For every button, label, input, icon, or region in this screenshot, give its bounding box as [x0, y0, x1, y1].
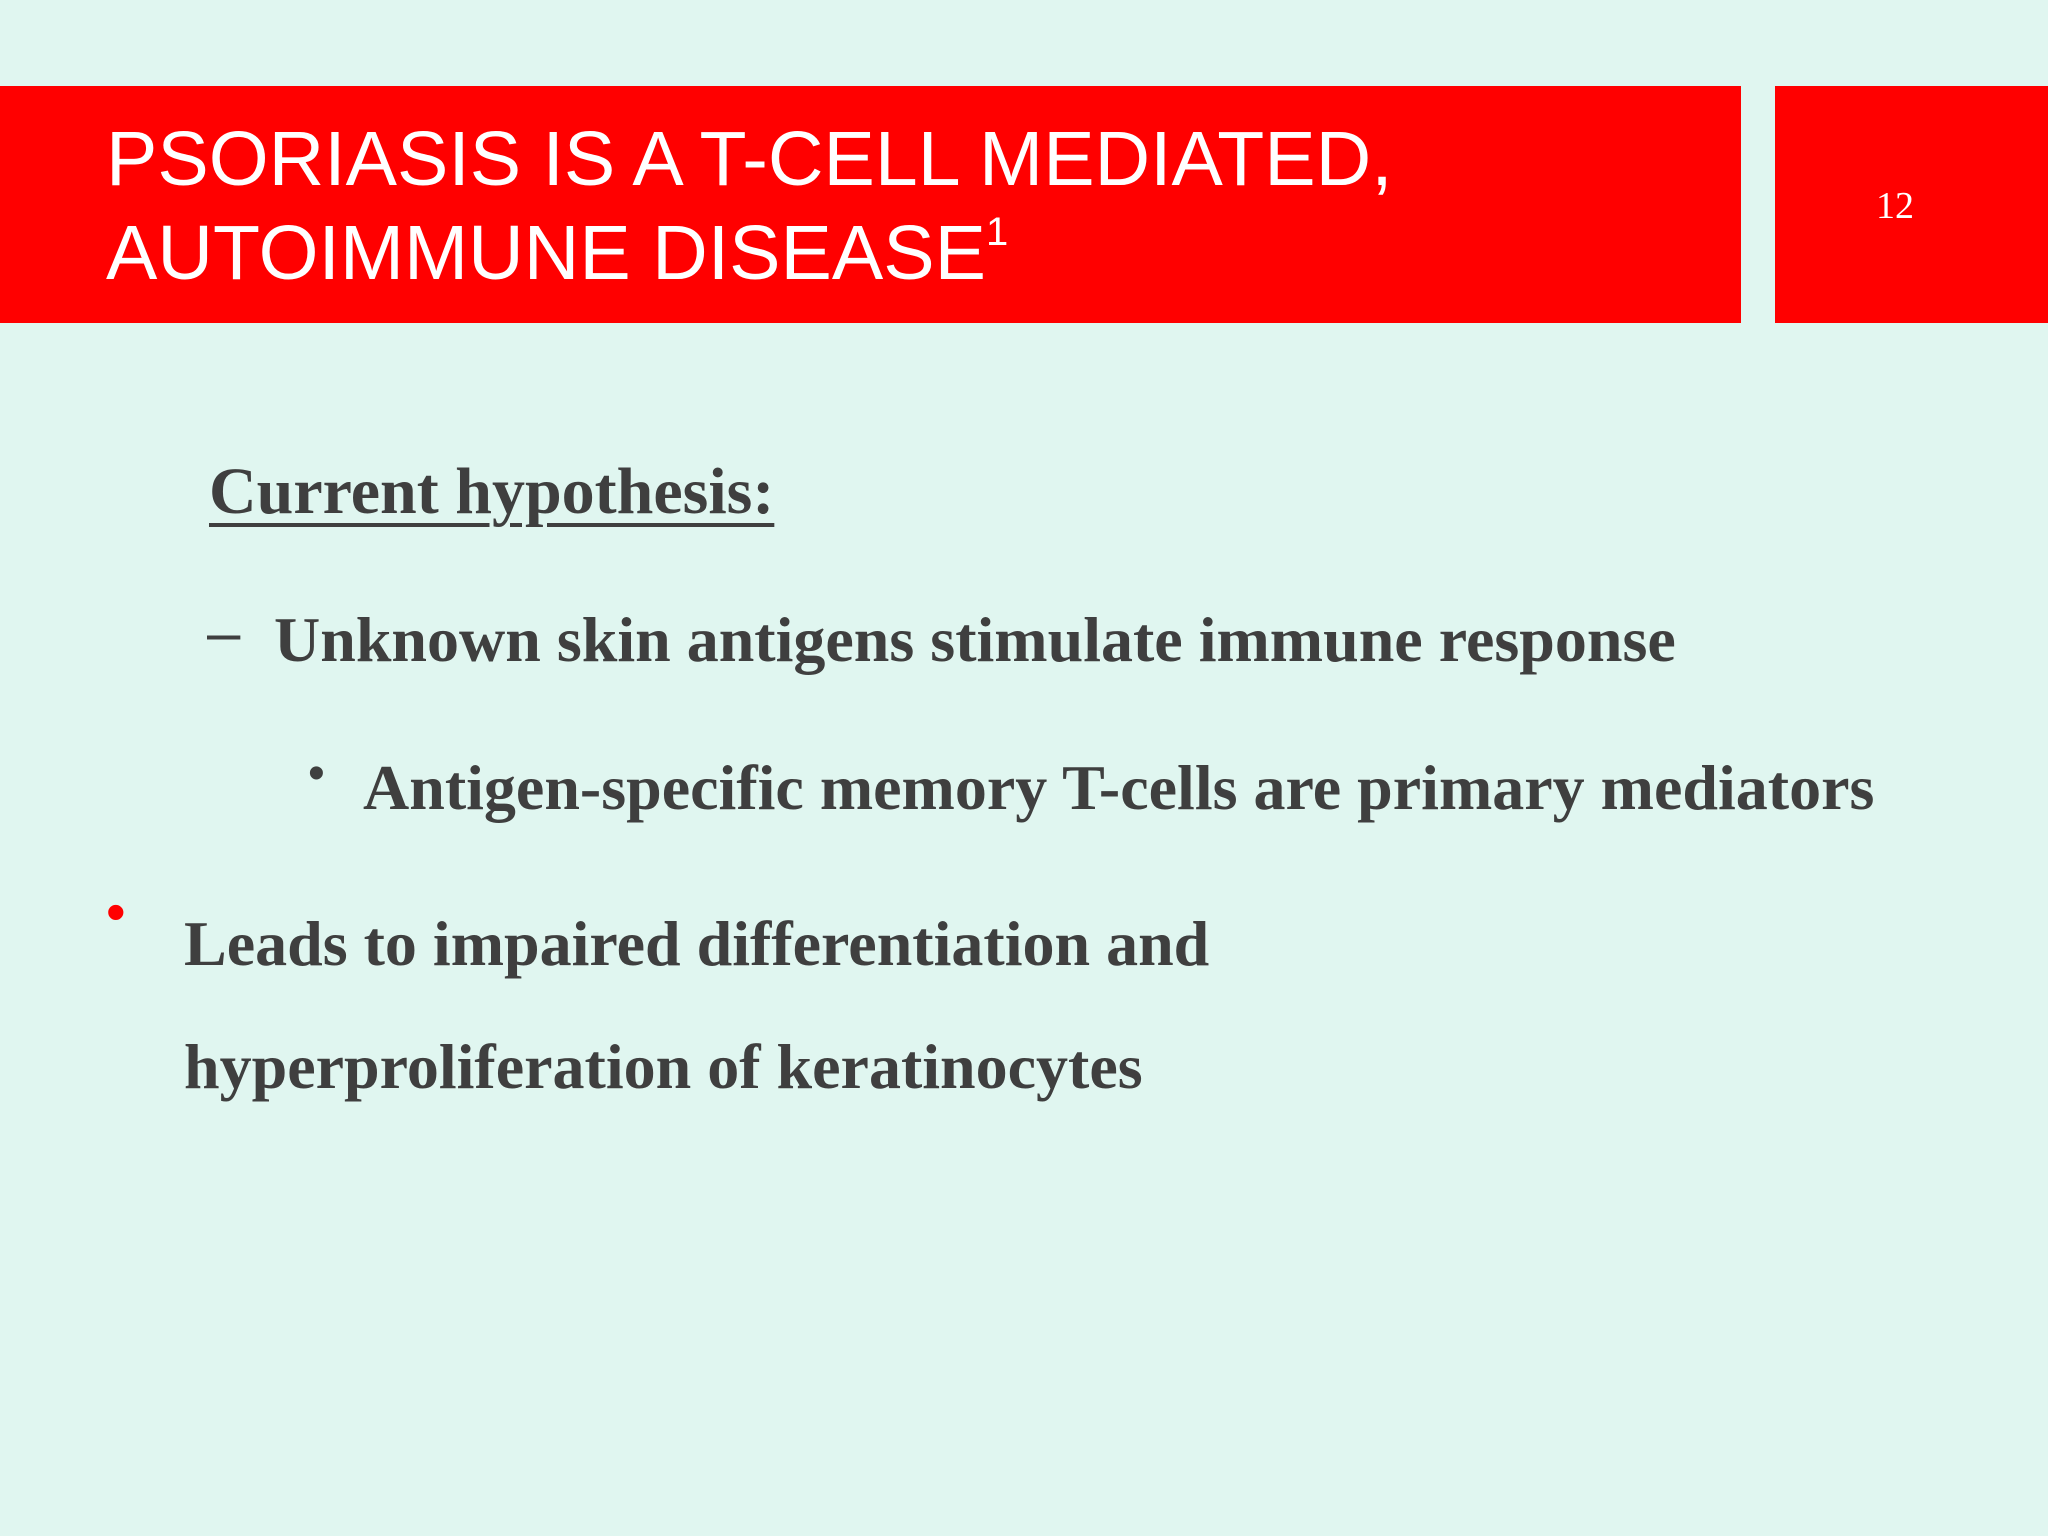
page-number: 12: [1876, 185, 1914, 227]
slide-title: [106, 112, 1706, 300]
red-bullet-icon: •: [106, 880, 126, 943]
title-line-2: [106, 206, 1706, 300]
section-heading: Current hypothesis:: [209, 455, 775, 528]
sub-item-unknown-antigens: Unknown skin antigens stimulate immune response: [274, 604, 1676, 675]
main-bullet-line-2: hyperproliferation of keratinocytes: [184, 1031, 1143, 1102]
page-number-box: [1775, 86, 2048, 323]
dot-bullet-icon: •: [308, 747, 325, 800]
dash-bullet-icon: –: [207, 599, 241, 666]
title-footnote-marker: 1: [985, 210, 1009, 254]
main-bullet-keratinocytes: [184, 882, 1684, 1128]
main-bullet-line-1: Leads to impaired differentiation and: [184, 908, 1210, 979]
sub-item-memory-tcells: Antigen-specific memory T-cells are primary mediators: [363, 752, 1875, 823]
title-line-1: PSORIASIS IS A T-CELL MEDIATED,: [106, 116, 1393, 202]
title-line-2-text: AUTOIMMUNE DISEASE: [106, 210, 986, 296]
